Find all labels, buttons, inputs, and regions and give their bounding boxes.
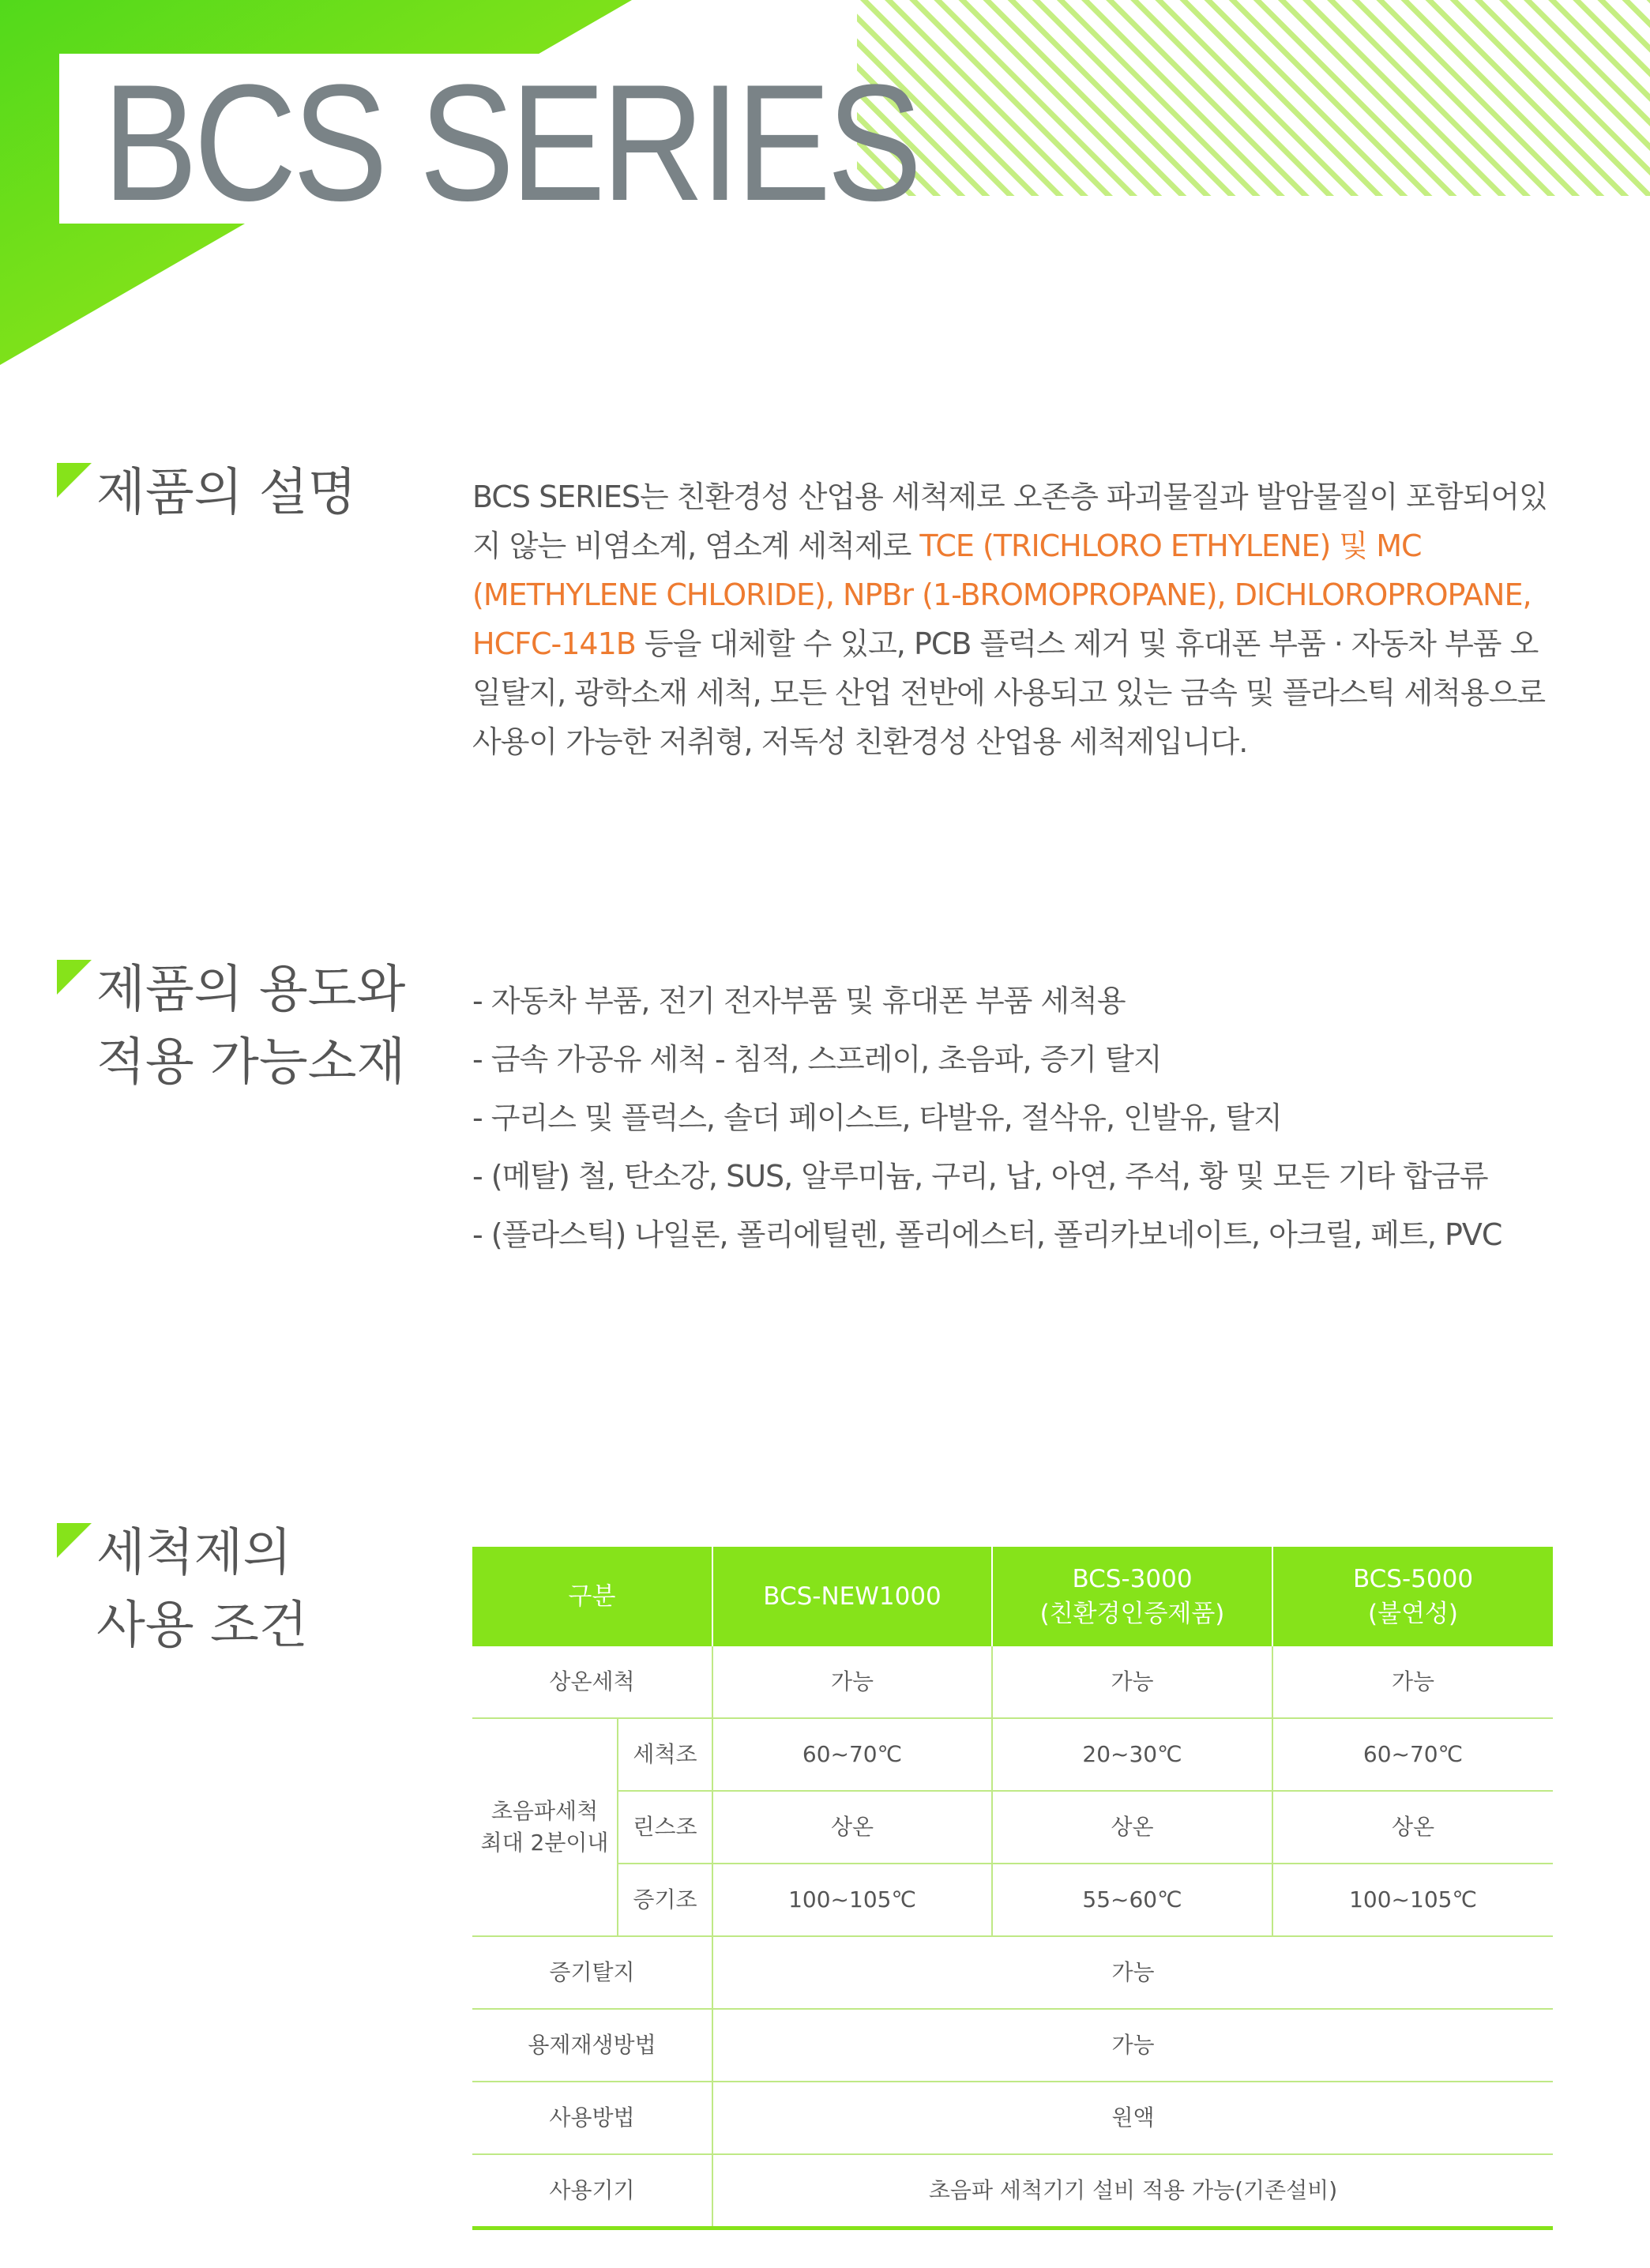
cell: 55~60℃ bbox=[992, 1864, 1272, 1936]
row-group-label bbox=[472, 1718, 618, 1936]
triangle-marker-icon bbox=[57, 463, 92, 498]
group-label-line-1: 초음파세척 bbox=[490, 1798, 599, 1824]
list-item: - 자동차 부품, 전기 전자부품 및 휴대폰 부품 세척용 bbox=[472, 984, 1126, 1018]
title-box bbox=[59, 50, 919, 235]
row-label: 용제재생방법 bbox=[472, 2009, 712, 2082]
group-label-line-2: 최대 2분이내 bbox=[480, 1830, 609, 1856]
row-label: 증기조 bbox=[618, 1864, 712, 1936]
table-row bbox=[472, 1936, 1553, 2009]
cell: 가능 bbox=[712, 1936, 1553, 2009]
cell: 100~105℃ bbox=[712, 1864, 992, 1936]
table-row bbox=[472, 2082, 1553, 2154]
table-row bbox=[472, 1864, 1553, 1936]
description-text-cont: 등을 대체할 수 있고, PCB 플럭스 제거 및 휴대폰 부품 · 자동차 부품 오일탈지, 광학소재 세척, 모든 산업 전반에 사용되고 있는 금속 및 플라스틱 세척용으로 사용이 가능한 저취형, 저독성 친환경성 산업용 세척제입니다. bbox=[472, 626, 1546, 759]
cell: 가능 bbox=[992, 1646, 1272, 1718]
list-item: - (메탈) 철, 탄소강, SUS, 알루미늄, 구리, 납, 아연, 주석, 황 및 모든 기타 합금류 bbox=[472, 1159, 1488, 1194]
cell: 20~30℃ bbox=[992, 1718, 1272, 1791]
uses-list bbox=[472, 972, 1562, 1264]
cell: 원액 bbox=[712, 2082, 1553, 2154]
triangle-marker-icon bbox=[57, 1523, 92, 1558]
row-label: 상온세척 bbox=[472, 1646, 712, 1718]
header-category: 구분 bbox=[472, 1547, 712, 1646]
header-product-2 bbox=[992, 1547, 1272, 1646]
product-note: (불연성) bbox=[1367, 1600, 1459, 1628]
table-row bbox=[472, 2154, 1553, 2229]
cell: 100~105℃ bbox=[1272, 1864, 1553, 1936]
triangle-marker-icon bbox=[57, 960, 92, 995]
description-highlight: TCE (TRICHLORO ETHYLENE) 및 MC (METHYLENE CHLORIDE), NPBr (1-BROMOPROPANE), DICHLOROPROPANE, HCFC-141B bbox=[472, 528, 1532, 661]
table-row bbox=[472, 2009, 1553, 2082]
cell: 60~70℃ bbox=[1272, 1718, 1553, 1791]
row-label: 세척조 bbox=[618, 1718, 712, 1791]
product-note: (친환경인증제품) bbox=[1039, 1600, 1225, 1628]
product-name: BCS-3000 bbox=[1072, 1565, 1193, 1593]
table-row bbox=[472, 1718, 1553, 1791]
row-label: 증기탈지 bbox=[472, 1936, 712, 2009]
header-product-1: BCS-NEW1000 bbox=[712, 1547, 992, 1646]
description-text: BCS SERIES는 친환경성 산업용 세척제로 오존층 파괴물질과 발암물질이 포함되어있지 않는 비염소계, 염소계 세척제로 bbox=[472, 480, 1547, 563]
cell: 상온 bbox=[1272, 1791, 1553, 1864]
row-label: 사용방법 bbox=[472, 2082, 712, 2154]
conditions-table bbox=[472, 1547, 1553, 2230]
cell: 상온 bbox=[712, 1791, 992, 1864]
list-item: - 구리스 및 플럭스, 솔더 페이스트, 타발유, 절삭유, 인발유, 탈지 bbox=[472, 1100, 1282, 1135]
cell: 가능 bbox=[1272, 1646, 1553, 1718]
page-title: BCS SERIES bbox=[103, 50, 919, 235]
row-label: 사용기기 bbox=[472, 2154, 712, 2229]
list-item: - 금속 가공유 세척 - 침적, 스프레이, 초음파, 증기 탈지 bbox=[472, 1042, 1162, 1077]
heading-line-1: 세척제의 bbox=[96, 1524, 292, 1582]
table-row bbox=[472, 1791, 1553, 1864]
heading-text: 제품의 설명 bbox=[96, 464, 357, 522]
table-row bbox=[472, 1646, 1553, 1718]
cell: 초음파 세척기기 설비 적용 가능(기존설비) bbox=[712, 2154, 1553, 2229]
table-header-row bbox=[472, 1547, 1553, 1646]
cell: 가능 bbox=[712, 2009, 1553, 2082]
cell: 상온 bbox=[992, 1791, 1272, 1864]
heading-line-1: 제품의 용도와 bbox=[96, 961, 406, 1019]
header-product-3 bbox=[1272, 1547, 1553, 1646]
heading-line-2: 적용 가능소재 bbox=[96, 1033, 406, 1092]
heading-line-2: 사용 조건 bbox=[96, 1597, 308, 1655]
cell: 60~70℃ bbox=[712, 1718, 992, 1791]
cell: 가능 bbox=[712, 1646, 992, 1718]
product-description bbox=[472, 472, 1554, 766]
product-name: BCS-5000 bbox=[1352, 1565, 1474, 1593]
list-item: - (플라스틱) 나일론, 폴리에틸렌, 폴리에스터, 폴리카보네이트, 아크릴, 페트, PVC bbox=[472, 1217, 1502, 1252]
row-label: 린스조 bbox=[618, 1791, 712, 1864]
